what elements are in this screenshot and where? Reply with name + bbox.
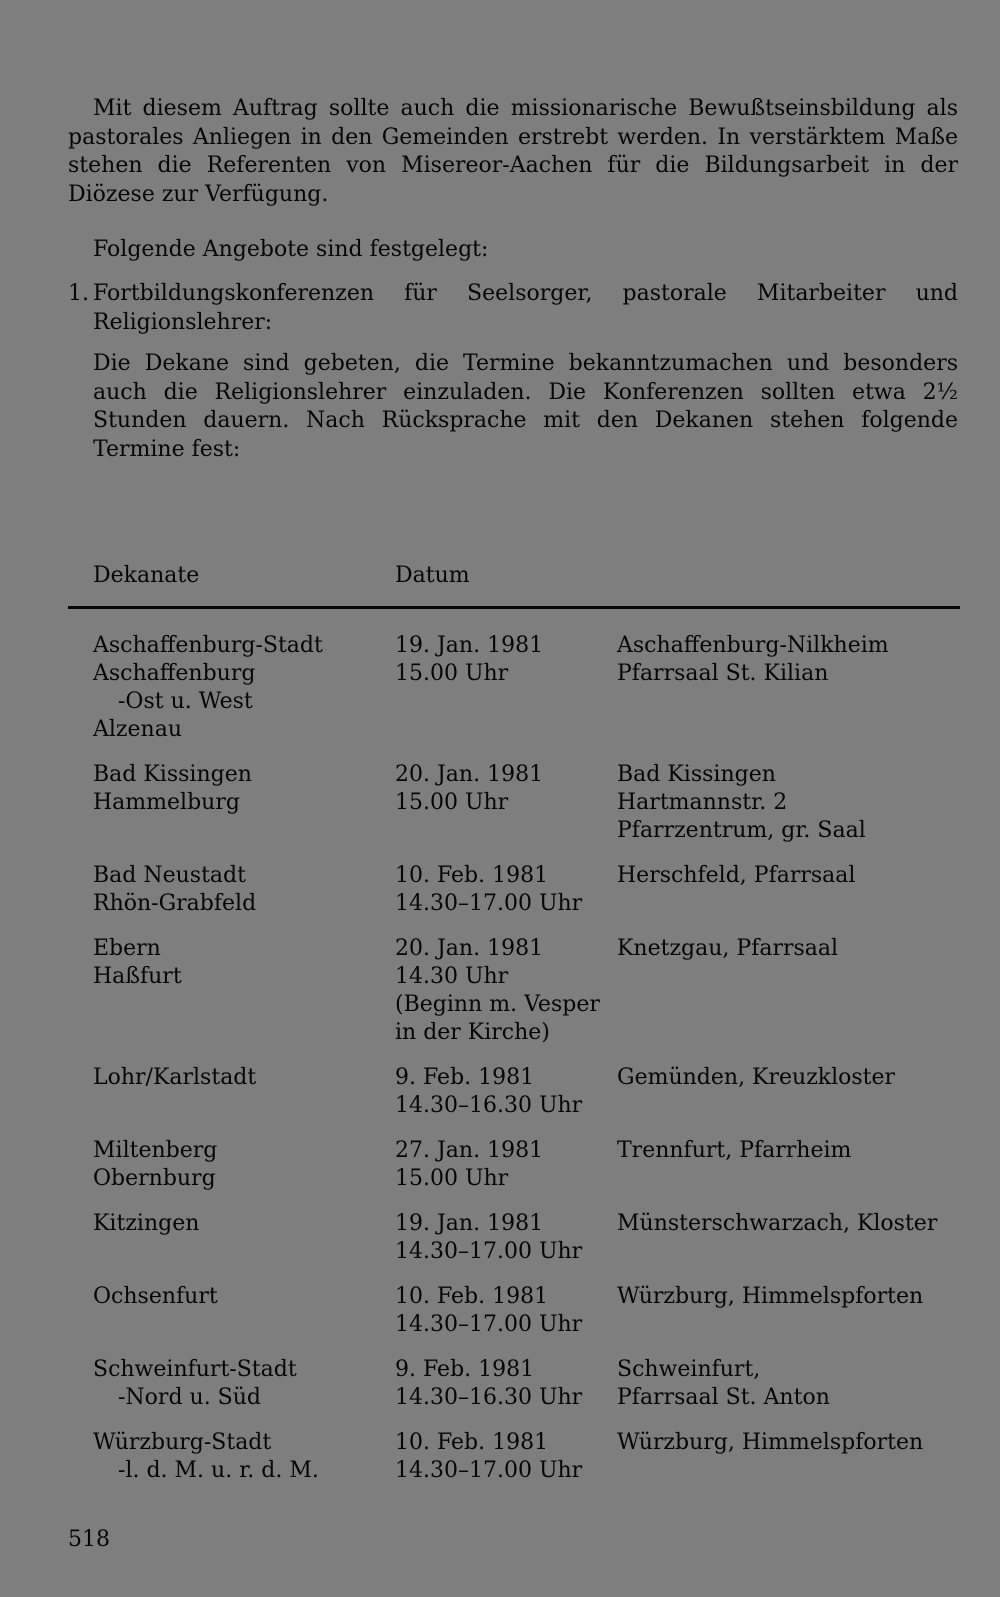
cell-datum: 19. Jan. 1981 14.30–17.00 Uhr xyxy=(395,1211,583,1264)
table-row xyxy=(0,1210,1000,1266)
cell-dekanate: Kitzingen xyxy=(93,1211,200,1236)
cell-dekanate: Bad Neustadt Rhön-Grabfeld xyxy=(93,863,257,916)
list-item-text: Fortbildungskonferenzen für Seelsorger, pastorale Mitarbeiter und Religionslehrer: xyxy=(93,281,958,335)
offers-heading: Folgende Angebote sind festgelegt: xyxy=(93,237,489,262)
cell-ort: Trennfurt, Pfarrheim xyxy=(617,1138,852,1163)
cell-dekanate: Ebern Haßfurt xyxy=(93,936,182,989)
table-row xyxy=(0,632,1000,744)
cell-ort: Gemünden, Kreuzkloster xyxy=(617,1065,896,1090)
cell-datum: 20. Jan. 1981 14.30 Uhr (Beginn m. Vesper in der Kirche) xyxy=(395,936,600,1045)
cell-dekanate: Aschaffenburg-Stadt Aschaffenburg -Ost u. West Alzenau xyxy=(93,633,323,742)
schedule-table xyxy=(0,632,1000,1502)
cell-dekanate: Ochsenfurt xyxy=(93,1284,218,1309)
cell-dekanate: Bad Kissingen Hammelburg xyxy=(93,762,252,815)
cell-datum: 9. Feb. 1981 14.30–16.30 Uhr xyxy=(395,1065,583,1118)
table-row xyxy=(0,1356,1000,1412)
cell-ort: Würzburg, Himmelspforten xyxy=(617,1284,924,1309)
cell-ort: Schweinfurt, Pfarrsaal St. Anton xyxy=(617,1357,830,1410)
cell-ort: Münsterschwarzach, Kloster xyxy=(617,1211,938,1236)
cell-datum: 27. Jan. 1981 15.00 Uhr xyxy=(395,1138,544,1191)
cell-datum: 10. Feb. 1981 14.30–17.00 Uhr xyxy=(395,863,583,916)
intro-paragraph xyxy=(68,95,958,209)
column-header-datum: Datum xyxy=(395,563,470,588)
cell-ort: Würzburg, Himmelspforten xyxy=(617,1430,924,1455)
instructions-paragraph: Die Dekane sind gebeten, die Termine bekanntzumachen und besonders auch die Religionslehrer einzuladen. Die Konferenzen sollten etwa 2½ Stunden dauern. Nach Rücksprache mit den Dekanen stehen folgende Termine fest: xyxy=(93,351,958,462)
column-header-dekanate: Dekanate xyxy=(93,563,200,588)
cell-datum: 20. Jan. 1981 15.00 Uhr xyxy=(395,762,544,815)
cell-dekanate: Lohr/Karlstadt xyxy=(93,1065,257,1090)
table-row xyxy=(0,1064,1000,1120)
cell-ort: Knetzgau, Pfarrsaal xyxy=(617,936,839,961)
cell-datum: 10. Feb. 1981 14.30–17.00 Uhr xyxy=(395,1430,583,1483)
table-row xyxy=(0,1137,1000,1193)
cell-datum: 19. Jan. 1981 15.00 Uhr xyxy=(395,633,544,686)
table-row xyxy=(0,761,1000,845)
cell-ort: Herschfeld, Pfarrsaal xyxy=(617,863,856,888)
cell-ort: Bad Kissingen Hartmannstr. 2 Pfarrzentrum, gr. Saal xyxy=(617,762,866,843)
cell-ort: Aschaffenburg-Nilkheim Pfarrsaal St. Kilian xyxy=(617,633,889,686)
cell-dekanate: Miltenberg Obernburg xyxy=(93,1138,218,1191)
page-number: 518 xyxy=(68,1527,110,1552)
cell-datum: 10. Feb. 1981 14.30–17.00 Uhr xyxy=(395,1284,583,1337)
list-item-1 xyxy=(68,280,958,337)
cell-dekanate: Schweinfurt-Stadt -Nord u. Süd xyxy=(93,1357,297,1410)
list-item-number: 1. xyxy=(68,281,89,306)
table-row xyxy=(0,862,1000,918)
header-rule xyxy=(68,606,960,609)
intro-paragraph-text: Mit diesem Auftrag sollte auch die missionarische Bewußtseinsbildung als pastorales Anliegen in den Gemeinden erstrebt werden. In verstärktem Maße stehen die Referenten von Misereor-Aachen für die Bildungsarbeit in der Diözese zur Verfügung. xyxy=(68,96,958,207)
cell-dekanate: Würzburg-Stadt -l. d. M. u. r. d. M. xyxy=(93,1430,319,1483)
table-row xyxy=(0,1283,1000,1339)
table-row xyxy=(0,935,1000,1047)
cell-datum: 9. Feb. 1981 14.30–16.30 Uhr xyxy=(395,1357,583,1410)
table-row xyxy=(0,1429,1000,1485)
